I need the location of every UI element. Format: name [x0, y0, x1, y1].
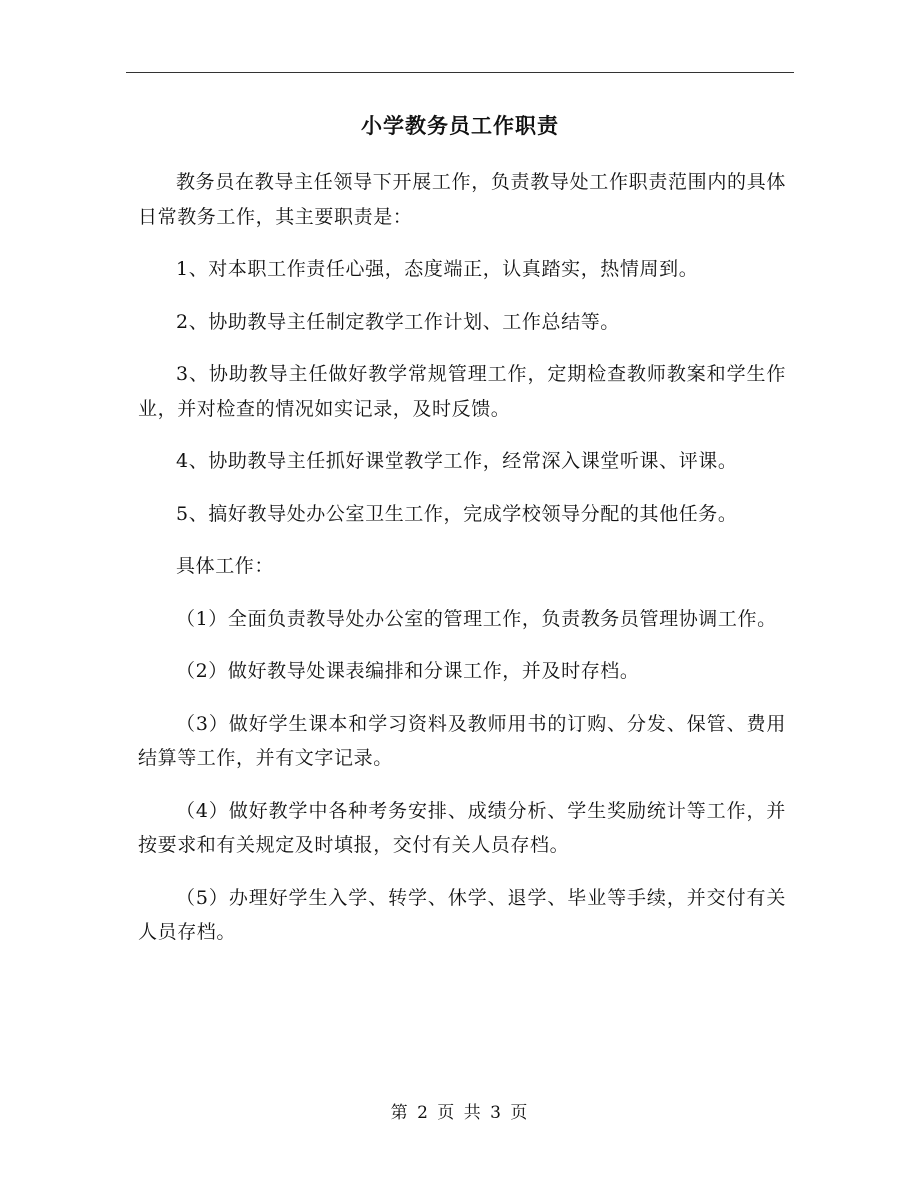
task-item-2: （2）做好教导处课表编排和分课工作，并及时存档。: [176, 660, 640, 682]
section-heading: 具体工作：: [176, 555, 275, 577]
duty-item-1: 1、对本职工作责任心强，态度端正，认真踏实，热情周到。: [176, 258, 699, 280]
duty-item-4: 4、协助教导主任抓好课堂教学工作，经常深入课堂听课、评课。: [176, 450, 738, 472]
page-number-footer: 第 2 页 共 3 页: [390, 1103, 530, 1123]
duty-item-3: 3、协助教导主任做好教学常规管理工作，定期检查教师教案和学生作业，并对检查的情况如实记录，及时反馈。: [138, 363, 786, 420]
duty-item-2: 2、协助教导主任制定教学工作计划、工作总结等。: [176, 310, 620, 333]
header-rule: [126, 72, 794, 73]
page-title: 小学教务员工作职责: [361, 113, 559, 138]
task-item-1: （1）全面负责教导处办公室的管理工作，负责教务员管理协调工作。: [176, 607, 777, 630]
task-item-3: （3）做好学生课本和学习资料及教师用书的订购、分发、保管、费用结算等工作，并有文字记录。: [138, 712, 786, 769]
intro-paragraph: 教务员在教导主任领导下开展工作，负责教导处工作职责范围内的具体日常教务工作，其主要职责是：: [138, 171, 786, 228]
duty-item-5: 5、搞好教导处办公室卫生工作，完成学校领导分配的其他任务。: [176, 502, 738, 525]
task-item-5: （5）办理好学生入学、转学、休学、退学、毕业等手续，并交付有关人员存档。: [138, 886, 786, 943]
task-item-4: （4）做好教学中各种考务安排、成绩分析、学生奖励统计等工作，并按要求和有关规定及时填报，交付有关人员存档。: [138, 799, 786, 856]
document-body: [138, 165, 786, 968]
